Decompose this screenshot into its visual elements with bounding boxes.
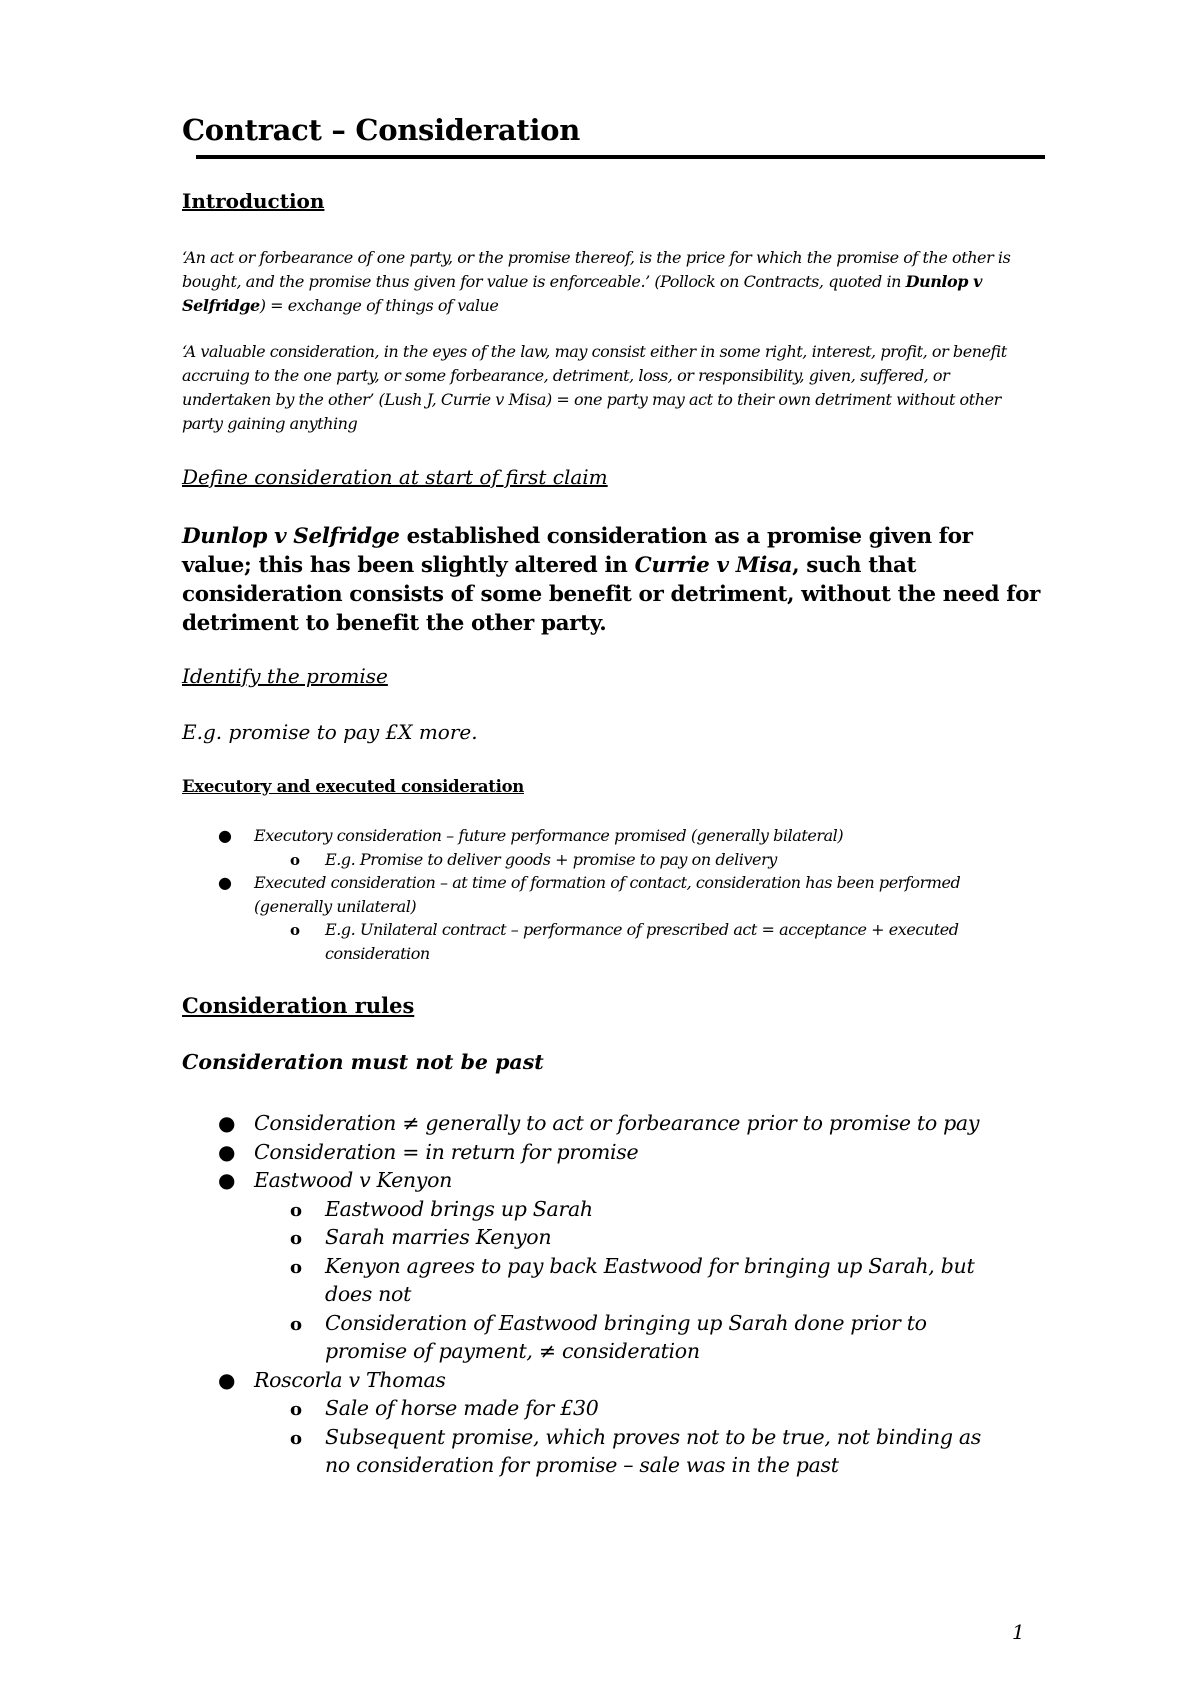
list-item xyxy=(0,1109,994,1138)
bullet-icon: ● xyxy=(218,1111,236,1135)
sub-bullet-icon: o xyxy=(290,850,300,869)
list-item xyxy=(0,1223,1005,1252)
bullet-icon: ● xyxy=(218,1168,236,1192)
sub-bullet-icon: o xyxy=(290,1427,302,1449)
sub-bullet-icon: o xyxy=(290,1256,302,1278)
list-item xyxy=(0,1423,1005,1480)
bullet-icon: ● xyxy=(218,1367,236,1392)
page-title: Contract – Consideration xyxy=(182,113,581,147)
key-statement-case-currie: Currie v Misa xyxy=(634,553,793,578)
list-item xyxy=(0,918,1005,965)
list-item xyxy=(0,871,994,918)
list-item xyxy=(0,848,1005,872)
list-item-text: Roscorla v Thomas xyxy=(254,1367,446,1392)
sub-bullet-icon: o xyxy=(290,1399,302,1420)
sub-bullet-icon: o xyxy=(290,1199,302,1221)
bullet-icon: ● xyxy=(218,873,232,892)
list-item xyxy=(0,1195,1005,1224)
pollock-quote-tail: ) = exchange of things of value xyxy=(259,296,499,315)
list-item-text: Consideration = in return for promise xyxy=(254,1139,639,1164)
key-statement-case-dunlop: Dunlop v Selfridge xyxy=(182,524,400,549)
page-number: 1 xyxy=(1012,1620,1025,1644)
executory-list xyxy=(0,824,1005,965)
define-consideration-heading: Define consideration at start of first claim xyxy=(182,465,608,489)
bullet-icon: ● xyxy=(218,1139,236,1164)
executory-executed-heading: Executory and executed consideration xyxy=(182,777,524,796)
pollock-quote-text: ‘An act or forbearance of one party, or the promise thereof, is the price for which the promise of the other is bought, and the promise thus given for value is enforceable.’ (Pollock on Contracts, quoted in xyxy=(182,248,1011,291)
identify-promise-heading: Identify the promise xyxy=(182,664,388,688)
pollock-quote xyxy=(182,246,1042,318)
list-item-text: Kenyon agrees to pay back Eastwood for bringing up Sarah, but does not xyxy=(325,1253,975,1306)
bullet-icon: ● xyxy=(218,826,232,845)
title-underline-rule xyxy=(196,155,1045,159)
list-item xyxy=(0,1309,1005,1366)
key-statement xyxy=(182,522,1042,638)
consideration-rules-heading: Consideration rules xyxy=(182,993,415,1018)
list-item-text: E.g. Unilateral contract – performance of prescribed act = acceptance + executed consideration xyxy=(325,920,959,963)
list-item xyxy=(0,1252,1005,1309)
must-not-be-past-heading: Consideration must not be past xyxy=(182,1050,544,1074)
key-statement-part1: established consideration as a promise given for value; this has been slightly altered in xyxy=(182,524,973,578)
sub-bullet-icon: o xyxy=(290,1228,302,1249)
list-item xyxy=(0,1394,1005,1423)
sub-bullet-icon: o xyxy=(290,1313,302,1335)
list-item-text: Subsequent promise, which proves not to be true, not binding as no consideration for promise – sale was in the past xyxy=(325,1424,982,1477)
sub-bullet-icon: o xyxy=(290,921,300,939)
pollock-quote-case: Dunlop v Selfridge xyxy=(182,272,982,315)
promise-example: E.g. promise to pay £X more. xyxy=(182,720,478,744)
list-item-text: E.g. Promise to deliver goods + promise to pay on delivery xyxy=(325,849,777,869)
lush-quote: ‘A valuable consideration, in the eyes of the law, may consist either in some right, interest, profit, or benefit accruing to the one party, or some forbearance, detriment, loss, or responsibility, given, suffered, or undertaken by the other’ (Lush J, Currie v Misa) = one party may act to their own detriment without other party gaining anything xyxy=(182,342,1007,433)
list-item-text: Consideration ≠ generally to act or forbearance prior to promise to pay xyxy=(254,1111,980,1135)
list-item-text: Executed consideration – at time of formation of contact, consideration has been performed (generally unilateral) xyxy=(254,873,961,916)
list-item-text: Executory consideration – future performance promised (generally bilateral) xyxy=(254,826,844,845)
list-item-text: Sale of horse made for £30 xyxy=(325,1396,599,1420)
list-item-text: Eastwood brings up Sarah xyxy=(325,1196,593,1221)
list-item xyxy=(0,1138,994,1167)
past-consideration-list xyxy=(0,1109,1005,1480)
list-item-text: Consideration of Eastwood bringing up Sarah done prior to promise of payment, ≠ consideration xyxy=(325,1310,927,1363)
list-item-text: Eastwood v Kenyon xyxy=(254,1168,453,1192)
key-statement-part2: , such that consideration consists of some benefit or detriment, without the need for detriment to benefit the other party. xyxy=(182,553,1040,636)
introduction-heading: Introduction xyxy=(182,189,325,213)
list-item-text: Sarah marries Kenyon xyxy=(325,1225,552,1249)
list-item xyxy=(0,1166,994,1195)
list-item xyxy=(0,1366,994,1395)
list-item xyxy=(0,824,994,848)
